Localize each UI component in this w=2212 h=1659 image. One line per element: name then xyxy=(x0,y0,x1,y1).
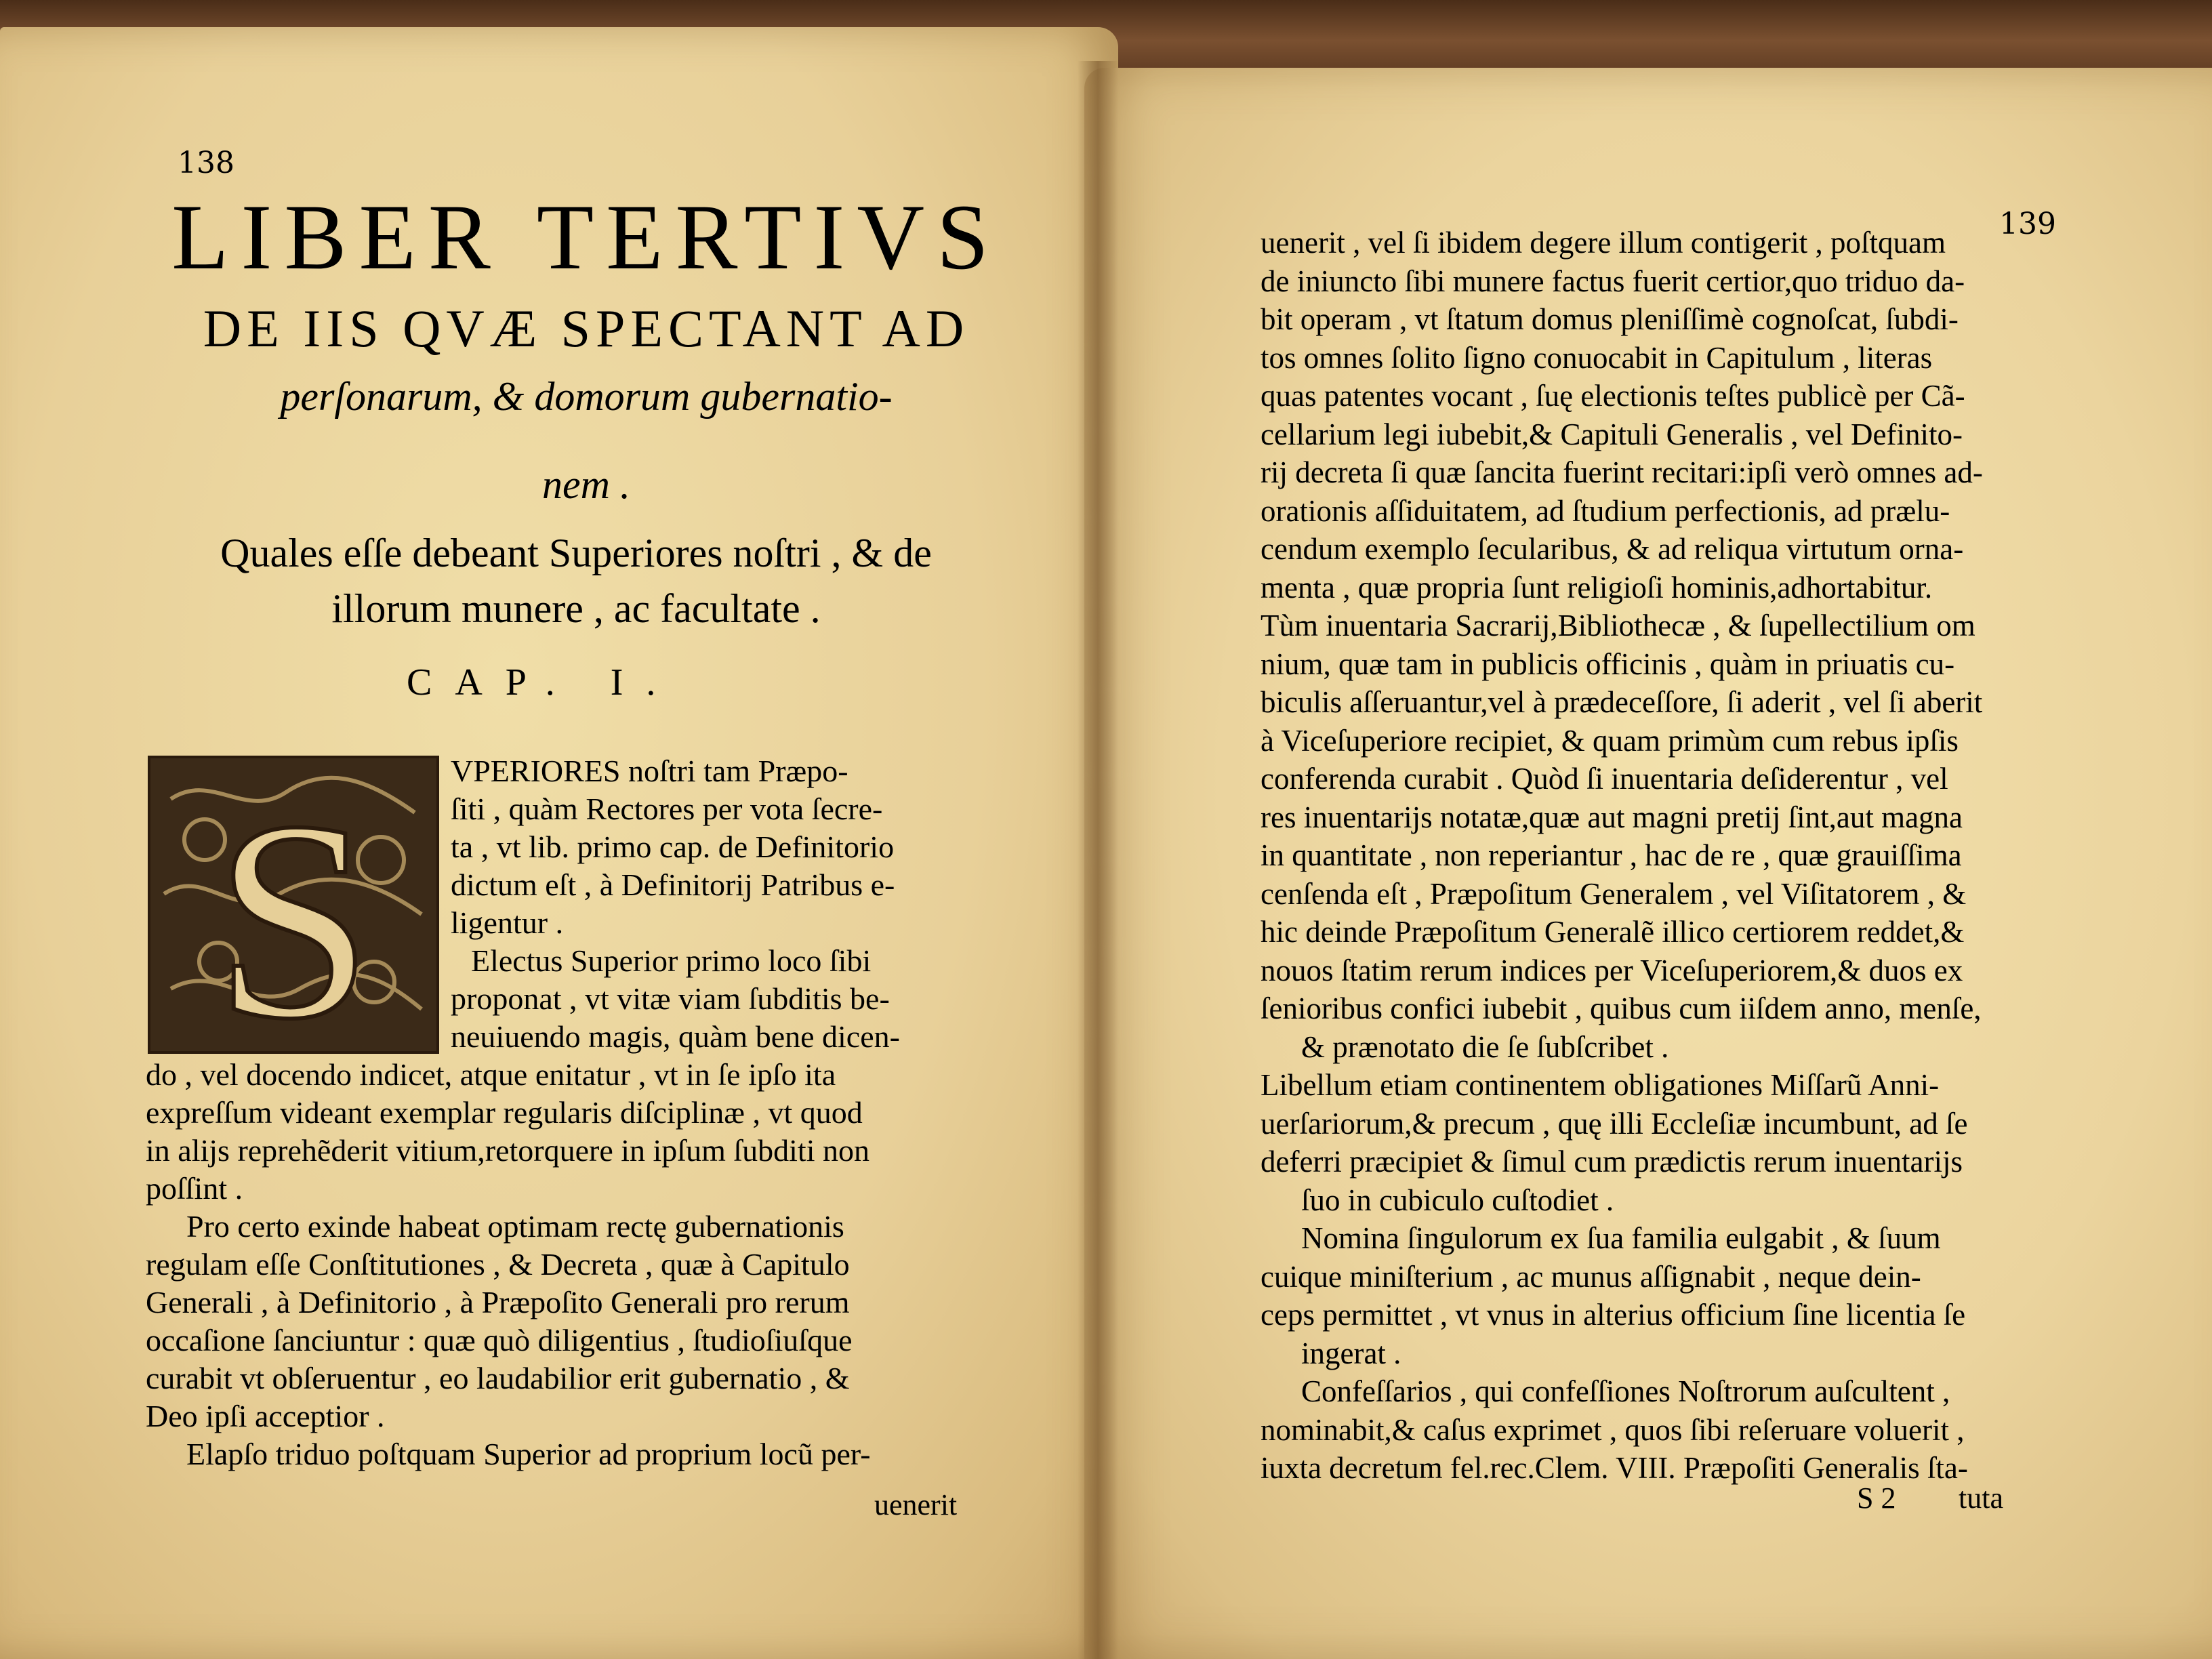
text-line: do , vel docendo indicet, atque enitatur , vt in ſe ipſo ita xyxy=(146,1057,836,1092)
heading-line-3: nem . xyxy=(542,462,630,507)
chapter-heading: CAP. I. xyxy=(407,661,679,703)
text-line: Libellum etiam continentem obligationes Miſſarũ Anni- xyxy=(1261,1068,1940,1102)
text-line: cendum exemplo ſecularibus, & ad reliqua virtutum orna- xyxy=(1261,532,1964,566)
left-body-text xyxy=(146,942,1013,1473)
text-line: Nomina ſingulorum ex ſua familia eulgabit , & ſuum xyxy=(1301,1221,1941,1255)
text-line: Deo ipſi acceptior . xyxy=(146,1399,385,1433)
page-number-right: 139 xyxy=(1999,207,2056,241)
catchword-right: tuta xyxy=(1959,1481,2003,1515)
text-line: expreſſum videant exemplar regularis diſciplinæ , vt quod xyxy=(146,1095,863,1130)
text-line: orationis aſſiduitatem, ad ſtudium perfectionis, ad prælu- xyxy=(1261,493,1950,528)
heading-line-2: perſonarum, & domorum gubernatio- xyxy=(280,374,893,419)
subtitle-line-1: Quales eſſe debeant Superiores noſtri , & de xyxy=(220,531,932,575)
text-line: & prænotato die ſe ſubſcribet . xyxy=(1301,1029,1669,1064)
text-line: poſſint . xyxy=(146,1171,243,1206)
text-line: Elapſo triduo poſtquam Superior ad proprium locũ per- xyxy=(186,1437,871,1471)
text-line: Confeſſarios , qui confeſſiones Noſtrorum auſcultent , xyxy=(1301,1374,1950,1408)
heading-continuation xyxy=(156,366,1017,515)
text-line: proponat , vt vitæ viam ſubditis be- xyxy=(451,981,890,1016)
book-gutter xyxy=(1078,61,1118,1659)
text-line: ta , vt lib. primo cap. de Definitorio xyxy=(451,830,895,864)
text-line: nominabit,& caſus exprimet , quos ſibi reſeruare voluerit , xyxy=(1261,1412,1965,1447)
text-line: nium, quæ tam in publicis officinis , quàm in priuatis cu- xyxy=(1261,647,1955,681)
initial-paragraph xyxy=(451,752,993,942)
text-line: cuique miniſterium , ac munus aſſignabit , neque dein- xyxy=(1261,1259,1921,1294)
text-line: conferenda curabit . Quòd ſi inuentaria deſiderentur , vel xyxy=(1261,762,1948,796)
text-line: tos omnes ſolito ſigno conuocabit in Capitulum , literas xyxy=(1261,340,1933,375)
text-line: occaſione ſanciuntur : quæ quò diligentius , ſtudioſiuſque xyxy=(146,1323,853,1357)
text-line: uerſariorum,& precum , quę illi Eccleſiæ incumbunt, ad ſe xyxy=(1261,1106,1968,1141)
text-line: Generali , à Definitorio , à Præpoſito Generali pro rerum xyxy=(146,1285,850,1319)
book-title: LIBER TERTIVS xyxy=(171,185,1001,289)
text-line: Tùm inuentaria Sacrarij,Bibliothecæ , & ſupellectilium om xyxy=(1261,609,1975,642)
signature-mark: S 2 xyxy=(1857,1481,1896,1515)
text-line: quas patentes vocant , ſuę electionis teſtes publicè per Cã- xyxy=(1261,379,1965,413)
initial-letter: S xyxy=(214,762,373,1051)
text-line: bit operam , vt ſtatum domus pleniſſimè cognoſcat, ſubdi- xyxy=(1261,302,1959,336)
text-line: hic deinde Præpoſitum Generalẽ illico certiorem reddet,& xyxy=(1261,915,1965,949)
text-line: deferri præcipiet & ſimul cum prædictis rerum inuentarijs xyxy=(1261,1145,1963,1179)
text-line: uenerit , vel ſi ibidem degere illum contigerit , poſtquam xyxy=(1261,226,1946,260)
chapter-subtitle xyxy=(136,525,1017,636)
text-line: menta , quæ propria ſunt religioſi hominis,adhortabitur. xyxy=(1261,570,1933,605)
text-line: Pro certo exinde habeat optimam rectę gubernationis xyxy=(186,1209,844,1244)
heading-line-1: DE IIS QVÆ SPECTANT AD xyxy=(203,299,970,358)
text-line: in quantitate , non reperiantur , hac de re , quæ grauiſſima xyxy=(1261,838,1962,872)
text-line: dictum eſt , à Definitorij Patribus e- xyxy=(451,867,895,902)
text-line: ſiti , quàm Rectores per vota ſecre- xyxy=(451,792,883,826)
text-line: VPERIORES noſtri tam Præpo- xyxy=(451,754,848,788)
text-line: biculis aſſeruantur,vel à prædeceſſore, ſi aderit , vel ſi aberit xyxy=(1261,685,1983,719)
text-line: ligentur . xyxy=(451,905,564,940)
text-line: ſuo in cubiculo cuſtodiet . xyxy=(1301,1183,1614,1217)
right-body-text xyxy=(1261,224,2087,1488)
catchword-left: uenerit xyxy=(874,1488,958,1521)
text-line: neuiuendo magis, quàm bene dicen- xyxy=(451,1019,900,1054)
text-line: cellarium legi iubebit,& Capituli Generalis , vel Definito- xyxy=(1261,417,1963,451)
page-number-left: 138 xyxy=(178,146,234,180)
text-line: cenſenda eſt , Præpoſitum Generalem , vel Viſitatorem , & xyxy=(1261,876,1967,911)
text-line: iuxta decretum fel.rec.Clem. VIII. Præpoſiti Generalis ſta- xyxy=(1261,1451,1968,1485)
text-line: in alijs reprehẽderit vitium,retorquere in ipſum ſubditi non xyxy=(146,1133,869,1168)
text-line: Electus Superior primo loco ſibi xyxy=(471,943,872,978)
text-line: ſenioribus confici iubebit , quibus cum iiſdem anno, menſe, xyxy=(1261,991,1982,1025)
text-line: rij decreta ſi quæ ſancita fuerint recitari:ipſi verò omnes ad- xyxy=(1261,455,1983,489)
text-line: res inuentarijs notatæ,quæ aut magni pretij ſint,aut magna xyxy=(1261,800,1963,834)
text-line: ingerat . xyxy=(1301,1336,1401,1370)
text-line: de iniuncto ſibi munere factus fuerit certior,quo triduo da- xyxy=(1261,264,1965,298)
text-line: ceps permittet , vt vnus in alterius officium ſine licentia ſe xyxy=(1261,1298,1966,1332)
text-line: nouos ſtatim rerum indices per Viceſuperiorem,& duos ex xyxy=(1261,953,1963,987)
text-line: curabit vt obſeruentur , eo laudabilior erit gubernatio , & xyxy=(146,1361,850,1395)
text-line: à Viceſuperiore recipiet, & quam primùm cum rebus ipſis xyxy=(1261,723,1959,758)
subtitle-line-2: illorum munere , ac facultate . xyxy=(331,586,821,631)
text-line: regulam eſſe Conſtitutiones , & Decreta , quæ à Capitulo xyxy=(146,1247,850,1282)
